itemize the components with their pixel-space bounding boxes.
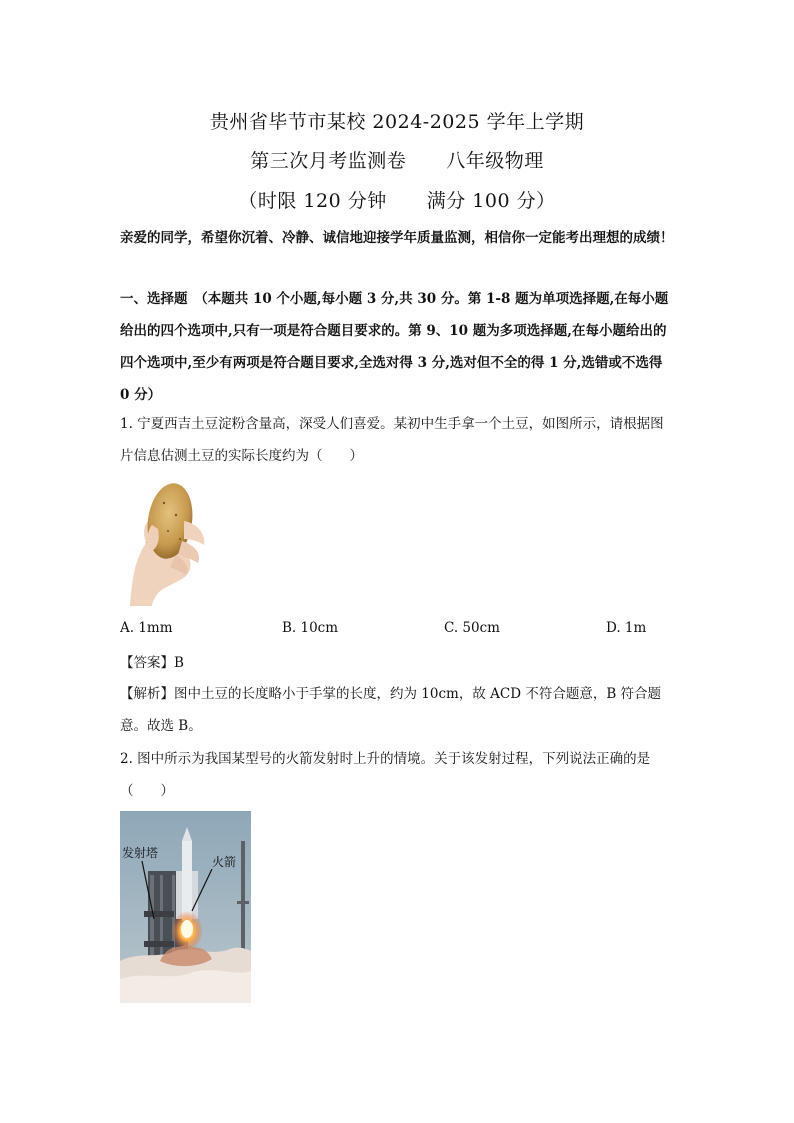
full-score: 满分 100 分） — [426, 190, 556, 212]
grade-subject: 八年级物理 — [446, 150, 544, 172]
option-a: A. 1mm — [120, 620, 173, 636]
exam-title-line3 — [0, 186, 794, 213]
label-launch-tower: 发射塔 — [122, 846, 159, 860]
exam-title-line1: 贵州省毕节市某校 2024-2025 学年上学期 — [209, 111, 585, 133]
time-limit: （时限 120 分钟 — [238, 190, 387, 212]
question-2-stem: 2. 图中所示为我国某型号的火箭发射时上升的情境。关于该发射过程，下列说法正确的是（ ） — [120, 751, 651, 799]
option-b: B. 10cm — [282, 620, 339, 636]
label-rocket: 火箭 — [212, 855, 237, 869]
intro-text: 亲爱的同学，希望你沉着、冷静、诚信地迎接学年质量监测，相信你一定能考出理想的成绩！ — [120, 230, 674, 246]
question-1-answer: 【答案】B — [120, 655, 184, 671]
option-d: D. 1m — [606, 620, 647, 636]
section-1-instructions: 一、选择题 （本题共 10 个小题,每小题 3 分,共 30 分。第 1-8 题为单项选择题,在每小题给出的四个选项中,只有一项是符合题目要求的。第 9、10 题为多项选择题,在每小题给出的四个选项中,至少有两项是符合题目要求,全选对得 3 分,选对但不全的得 1 分,选错或不选得 0 分） — [120, 291, 669, 403]
exam-name: 第三次月考监测卷 — [250, 150, 407, 172]
rocket-launch-figure — [120, 811, 251, 1003]
question-1-explanation: 【解析】图中土豆的长度略小于手掌的长度，约为 10cm，故 ACD 不符合题意，B 符合题意。故选 B。 — [120, 686, 662, 734]
potato-in-hand-figure — [124, 481, 214, 606]
option-c: C. 50cm — [444, 620, 500, 636]
question-1-options — [120, 620, 680, 644]
question-1-stem: 1. 宁夏西吉土豆淀粉含量高，深受人们喜爱。某初中生手拿一个土豆，如图所示，请根据图片信息估测土豆的实际长度约为（ ） — [120, 416, 664, 464]
exam-title-line2 — [0, 146, 794, 173]
